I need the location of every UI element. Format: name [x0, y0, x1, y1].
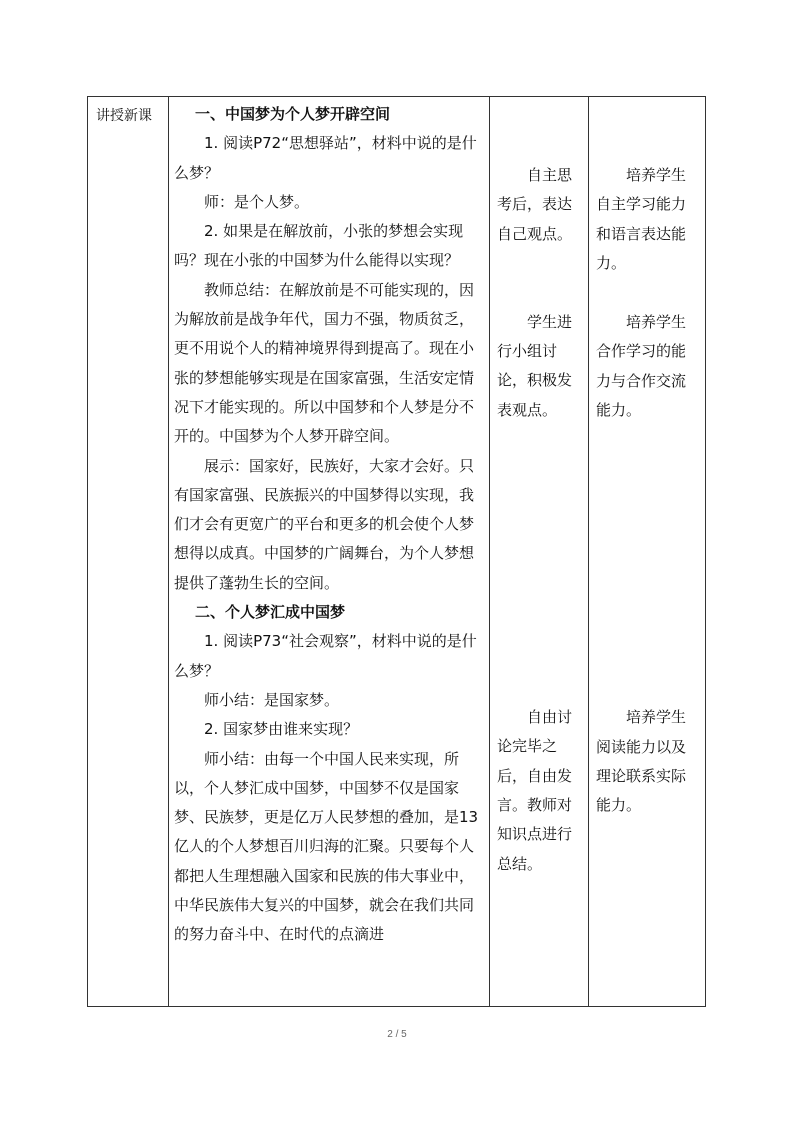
question-2: 2. 如果是在解放前，小张的梦想会实现吗？现在小张的中国梦为什么能得以实现？ — [174, 222, 464, 270]
design-intent-2: 培养学生合作学习的能力与合作交流能力。 — [596, 313, 687, 420]
row-label-cell — [88, 97, 168, 127]
teaching-content-cell — [168, 97, 489, 950]
teacher-summary-1: 教师总结：在解放前是不可能实现的，因为解放前是战争年代，国力不强，物质贫乏，更不用说个人的精神境界得到提高了。现在小张的梦想能够实现是在国家富强，生活安定情况下才能实现的。所以中国梦和个人梦是分不开的。中国梦为个人梦开辟空间。 — [174, 280, 475, 446]
lesson-plan-table — [87, 96, 706, 1007]
student-activity-3: 自由讨论完毕之后，自由发言。教师对知识点进行总结。 — [497, 708, 573, 873]
section-title-2: 二、个人梦汇成中国梦 — [195, 603, 346, 622]
teacher-summary-2: 师小结：由每一个中国人民来实现，所以，个人梦汇成中国梦，中国梦不仅是国家梦、民族梦，更是亿万人民梦想的叠加，是13亿人的个人梦想百川归海的汇聚。只要每个人都把人生理想融入国家和民族的伟大事业中，中华民族伟大复兴的中国梦，就会在我们共同的努力奋斗中、在时代的点滴进 — [174, 749, 479, 944]
display-text: 展示：国家好，民族好，大家才会好。只有国家富强、民族振兴的中国梦得以实现，我们才会有更宽广的平台和更多的机会使个人梦想得以成真。中国梦的广阔舞台，为个人梦想提供了蓬勃生长的空间。 — [174, 456, 475, 592]
student-activity-2: 学生进行小组讨论，积极发表观点。 — [497, 312, 573, 419]
student-activity-1: 自主思考后，表达自己观点。 — [497, 166, 573, 243]
design-intent-1: 培养学生自主学习能力和语言表达能力。 — [596, 166, 687, 272]
section-title-1: 一、中国梦为个人梦开辟空间 — [195, 105, 391, 123]
answer-1: 师：是个人梦。 — [204, 192, 310, 211]
question-3: 1. 阅读P73“社会观察”，材料中说的是什么梦？ — [174, 632, 477, 680]
page-number: 2 / 5 — [387, 1029, 407, 1040]
question-1: 1. 阅读P72“思想驿站”，材料中说的是什么梦？ — [174, 134, 477, 182]
row-label: 讲授新课 — [96, 108, 152, 124]
design-intent-cell — [588, 97, 705, 821]
design-intent-3: 培养学生阅读能力以及理论联系实际能力。 — [596, 708, 687, 815]
answer-3: 师小结：是国家梦。 — [204, 690, 340, 709]
student-activity-cell — [489, 97, 588, 879]
question-4: 2. 国家梦由谁来实现？ — [204, 720, 359, 739]
